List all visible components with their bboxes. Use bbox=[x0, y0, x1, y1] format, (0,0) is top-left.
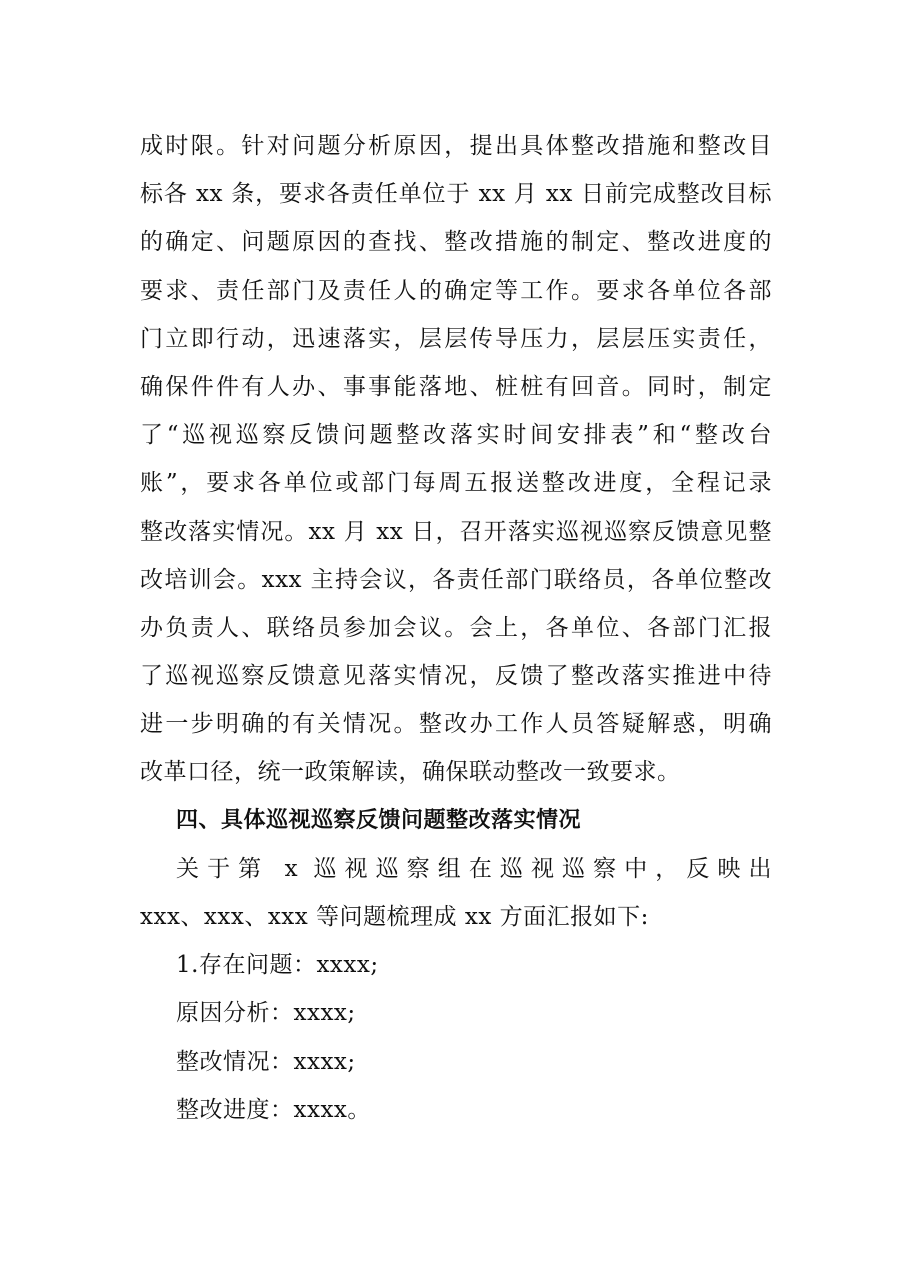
issue-item-list bbox=[140, 941, 772, 1134]
document-body bbox=[140, 122, 772, 1134]
paragraph-issues-intro bbox=[140, 845, 772, 941]
paragraph-line: 账”，要求各单位或部门每周五报送整改进度，全程记录 bbox=[140, 470, 772, 497]
paragraph-line: 确保件件有人办、事事能落地、桩桩有回音。同时，制定 bbox=[140, 373, 772, 400]
paragraph-line: 标各 xx 条，要求各责任单位于 xx 月 xx 日前完成整改目标 bbox=[140, 181, 772, 208]
paragraph-line: 进一步明确的有关情况。整改办工作人员答疑解惑，明确 bbox=[140, 711, 772, 738]
issue-rectification: 整改情况：xxxx; bbox=[176, 1048, 356, 1075]
paragraph-line: 整改落实情况。xx 月 xx 日，召开落实巡视巡察反馈意见整 bbox=[140, 518, 772, 545]
paragraph-line: 关于第 x 巡视巡察组在巡视巡察中，反映出 bbox=[176, 855, 772, 882]
issue-progress: 整改进度：xxxx。 bbox=[176, 1096, 371, 1123]
paragraph-line: 门立即行动，迅速落实，层层传导压力，层层压实责任， bbox=[140, 325, 772, 352]
paragraph-line: 改培训会。xxx 主持会议，各责任部门联络员，各单位整改 bbox=[140, 566, 772, 593]
paragraph-line: xxx、xxx、xxx 等问题梳理成 xx 方面汇报如下: bbox=[140, 904, 649, 930]
paragraph-line: 要求、责任部门及责任人的确定等工作。要求各单位各部 bbox=[140, 277, 772, 304]
issue-cause: 原因分析：xxxx; bbox=[176, 1000, 356, 1027]
paragraph-line: 办负责人、联络员参加会议。会上，各单位、各部门汇报 bbox=[140, 614, 772, 641]
issue-problem: 1.存在问题：xxxx; bbox=[176, 952, 379, 979]
paragraph-line: 的确定、问题原因的查找、整改措施的制定、整改进度的 bbox=[140, 229, 772, 256]
paragraph-line: 了“巡视巡察反馈问题整改落实时间安排表”和“整改台 bbox=[140, 422, 772, 449]
paragraph-rectification-process bbox=[140, 122, 772, 797]
paragraph-line: 成时限。针对问题分析原因，提出具体整改措施和整改目 bbox=[140, 133, 772, 159]
paragraph-line: 改革口径，统一政策解读，确保联动整改一致要求。 bbox=[140, 759, 681, 786]
paragraph-line: 了巡视巡察反馈意见落实情况，反馈了整改落实推进中待 bbox=[140, 663, 772, 690]
section-heading: 四、具体巡视巡察反馈问题整改落实情况 bbox=[176, 807, 582, 833]
